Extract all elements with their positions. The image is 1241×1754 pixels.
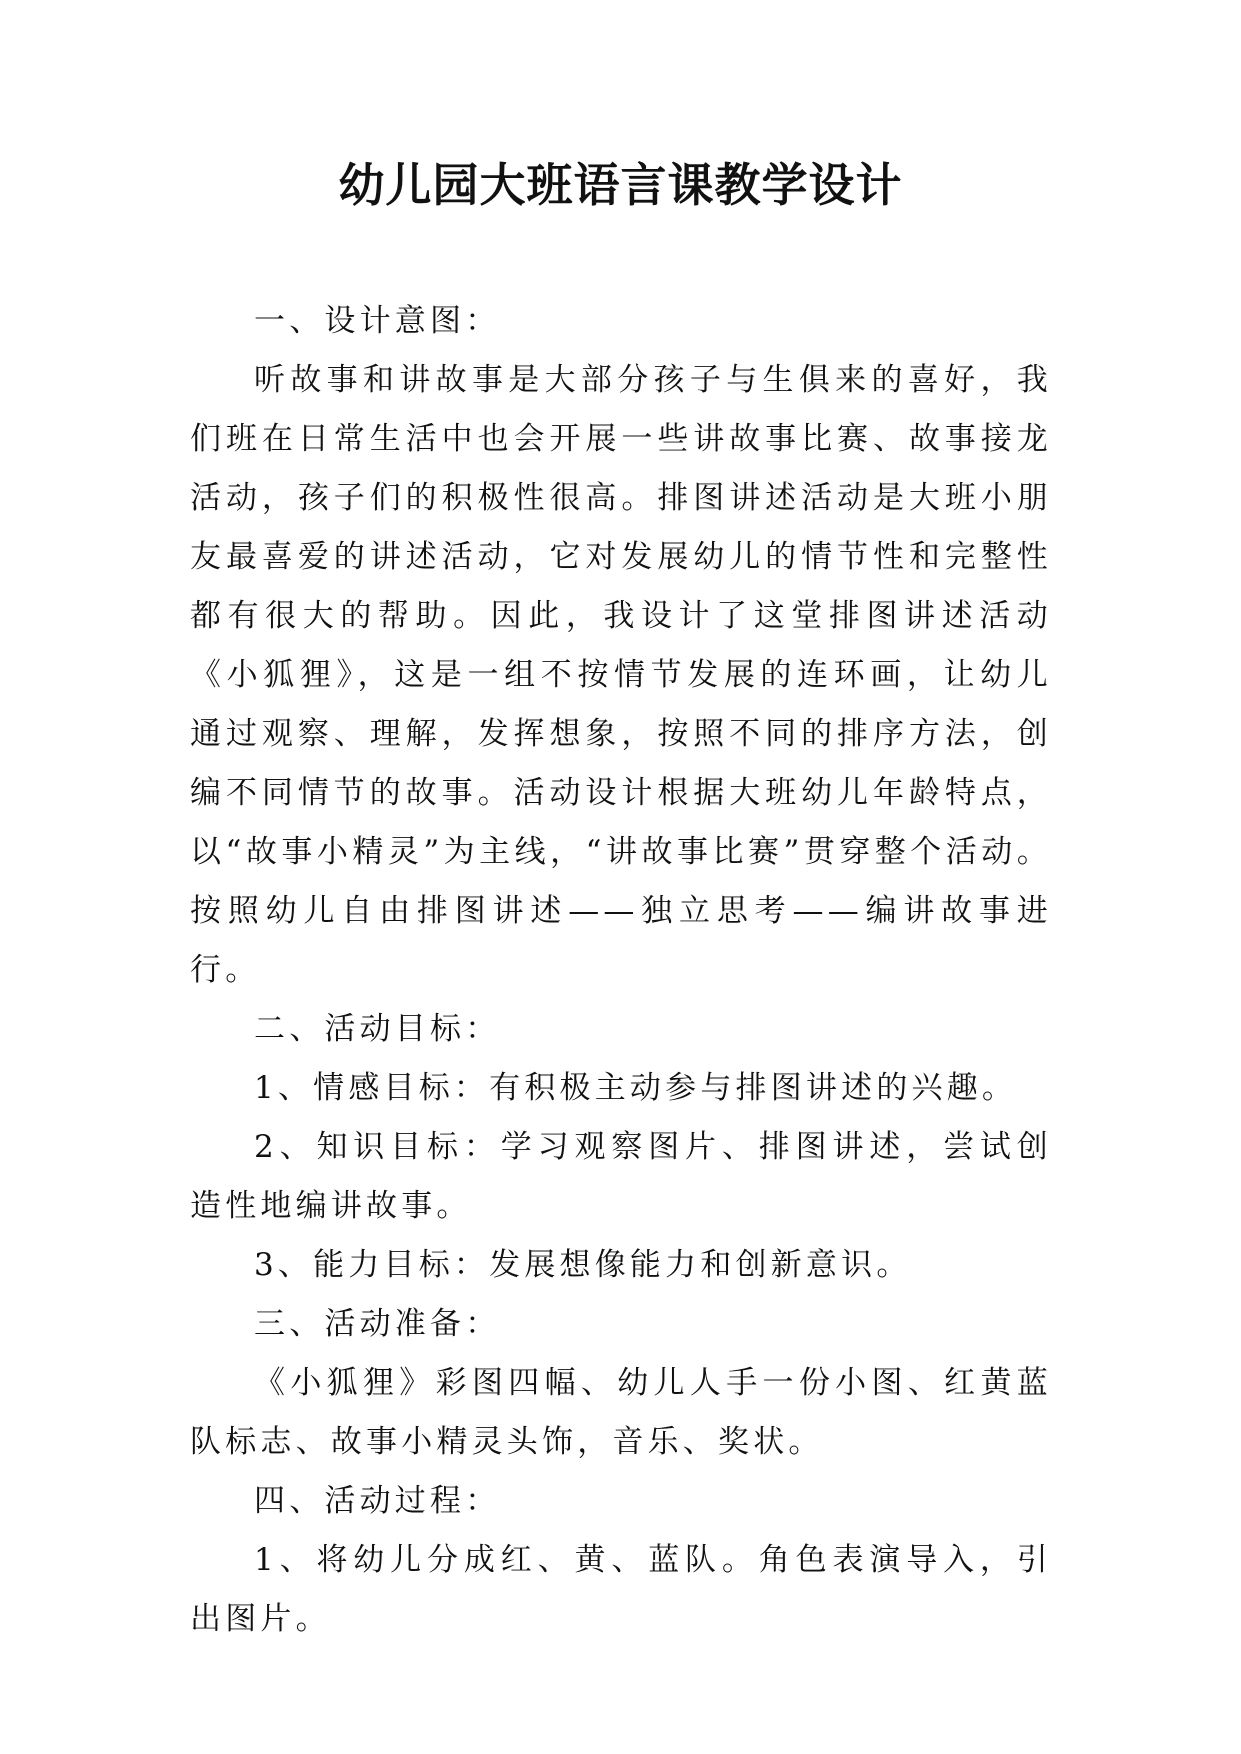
paragraph-preparation: 《小狐狸》彩图四幅、幼儿人手一份小图、红黄蓝队标志、故事小精灵头饰，音乐、奖状。 bbox=[190, 1365, 1052, 1460]
section-heading-preparation: 三、活动准备： bbox=[254, 1306, 501, 1342]
paragraph-design-intent: 听故事和讲故事是大部分孩子与生俱来的喜好，我们班在日常生活中也会开展一些讲故事比赛、故事接龙活动，孩子们的积极性很高。排图讲述活动是大班小朋友最喜爱的讲述活动，它对发展幼儿的情节性和完整性都有很大的帮助。因此，我设计了这堂排图讲述活动《小狐狸》，这是一组不按情节发展的连环画，让幼儿通过观察、理解，发挥想象，按照不同的排序方法，创编不同情节的故事。活动设计根据大班幼儿年龄特点，以“故事小精灵”为主线，“讲故事比赛”贯穿整个活动。按照幼儿自由排图讲述——独立思考——编讲故事进行。 bbox=[190, 362, 1052, 988]
goal-item-ability: 3、能力目标：发展想像能力和创新意识。 bbox=[254, 1247, 912, 1283]
section-heading-process: 四、活动过程： bbox=[254, 1483, 501, 1519]
section-heading-design-intent: 一、设计意图： bbox=[254, 303, 501, 339]
goal-item-emotion: 1、情感目标：有积极主动参与排图讲述的兴趣。 bbox=[254, 1070, 1018, 1106]
process-step-1: 1、将幼儿分成红、黄、蓝队。角色表演导入，引出图片。 bbox=[190, 1542, 1052, 1637]
goal-item-knowledge: 2、知识目标：学习观察图片、排图讲述，尝试创造性地编讲故事。 bbox=[190, 1129, 1052, 1224]
document-body bbox=[190, 292, 1052, 1649]
document-title: 幼儿园大班语言课教学设计 bbox=[338, 158, 903, 212]
section-heading-activity-goals: 二、活动目标： bbox=[254, 1011, 501, 1047]
